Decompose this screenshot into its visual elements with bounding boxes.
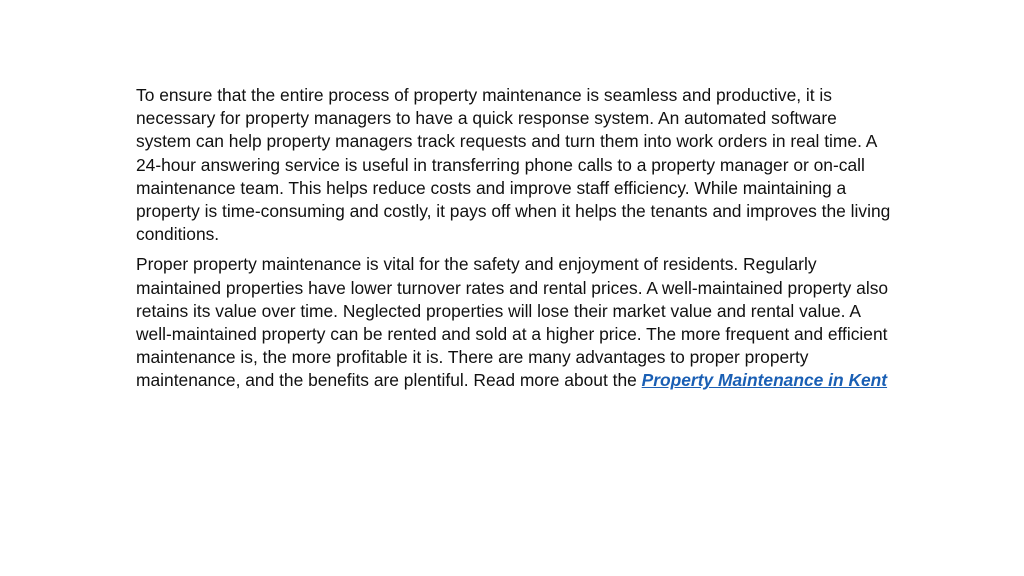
paragraph-proper-maintenance [136,253,896,392]
property-maintenance-kent-link[interactable]: Property Maintenance in Kent [641,370,888,391]
text-body [136,84,896,400]
paragraph-proper-maintenance-text: Proper property maintenance is vital for the safety and enjoyment of residents. Regularly maintained properties have lower turnover rates and rental prices. A well-maintained property also retains its value over time. Neglected properties will lose their market value and rental value. A well-maintained property can be rented and sold at a higher price. The more frequent and efficient maintenance is, the more profitable it is. There are many advantages to proper property maintenance, and the benefits are plentiful. Read more about the [136,254,889,391]
paragraph-response-system: To ensure that the entire process of property maintenance is seamless and productive, it is necessary for property managers to have a quick response system. An automated software system can help property managers track requests and turn them into work orders in real time. A 24-hour answering service is useful in transferring phone calls to a property manager or on-call maintenance team. This helps reduce costs and improve staff efficiency. While maintaining a property is time-consuming and costly, it pays off when it helps the tenants and improves the living conditions. [136,85,891,245]
